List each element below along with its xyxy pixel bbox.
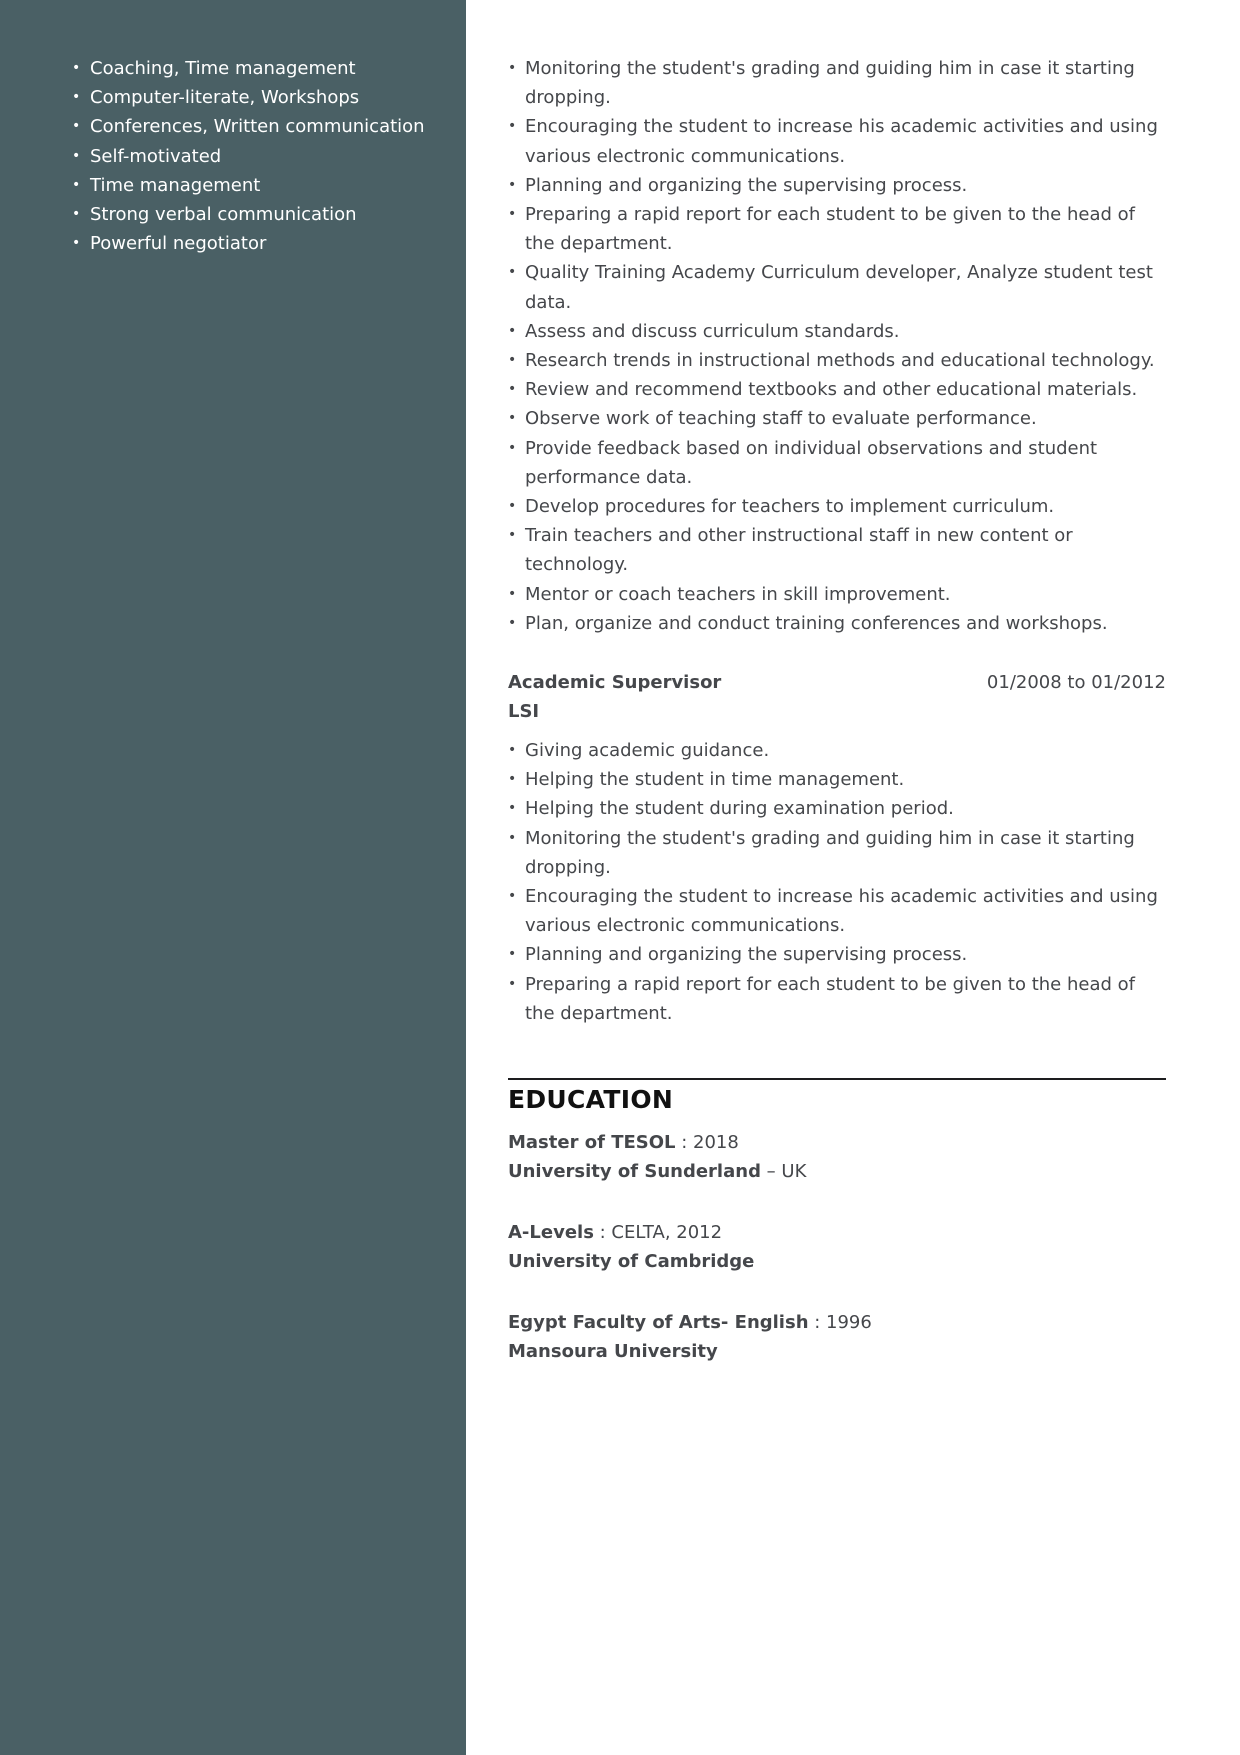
skill-item: • Coaching, Time management — [72, 54, 452, 83]
skill-item: • Computer-literate, Workshops — [72, 83, 452, 112]
skills-list — [72, 54, 452, 258]
job-bullet: • Helping the student in time management. — [508, 765, 1166, 794]
experience-bullet: • Assess and discuss curriculum standards. — [508, 317, 1166, 346]
education-degree-line — [508, 1218, 1166, 1247]
experience-bullet: • Planning and organizing the supervising process. — [508, 171, 1166, 200]
skill-item: • Strong verbal communication — [72, 200, 452, 229]
education-school-line — [508, 1157, 1166, 1186]
experience-bullet: • Train teachers and other instructional staff in new content or technology. — [508, 521, 1166, 579]
skill-item: • Conferences, Written communication — [72, 112, 452, 141]
job-bullet: • Planning and organizing the supervising process. — [508, 940, 1166, 969]
education-entry — [508, 1308, 1166, 1366]
education-degree: Master of TESOL — [508, 1132, 676, 1153]
experience-bullet: • Preparing a rapid report for each student to be given to the head of the department. — [508, 200, 1166, 258]
education-detail: : 1996 — [808, 1312, 872, 1333]
experience-bullet: • Mentor or coach teachers in skill improvement. — [508, 580, 1166, 609]
job-title: Academic Supervisor — [508, 672, 722, 693]
experience-continued-list — [508, 54, 1166, 638]
job-bullet: • Giving academic guidance. — [508, 736, 1166, 765]
experience-bullet: • Plan, organize and conduct training conferences and workshops. — [508, 609, 1166, 638]
job-dates: 01/2008 to 01/2012 — [986, 672, 1166, 693]
experience-bullet: • Monitoring the student's grading and guiding him in case it starting dropping. — [508, 54, 1166, 112]
sidebar — [0, 0, 466, 1755]
education-school: Mansoura University — [508, 1341, 718, 1363]
experience-bullet: • Research trends in instructional methods and educational technology. — [508, 346, 1166, 375]
education-school-line — [508, 1247, 1166, 1276]
education-school: University of Cambridge — [508, 1251, 755, 1273]
job-bullet: • Encouraging the student to increase his academic activities and using various electronic communications. — [508, 882, 1166, 940]
job-company: LSI — [508, 701, 540, 722]
education-entry — [508, 1128, 1166, 1186]
experience-bullet: • Review and recommend textbooks and other educational materials. — [508, 375, 1166, 404]
education-entry — [508, 1218, 1166, 1276]
education-degree-line — [508, 1128, 1166, 1157]
experience-bullet: • Observe work of teaching staff to evaluate performance. — [508, 404, 1166, 433]
job-bullet: • Monitoring the student's grading and guiding him in case it starting dropping. — [508, 824, 1166, 882]
experience-bullet: • Quality Training Academy Curriculum developer, Analyze student test data. — [508, 258, 1166, 316]
education-location: – UK — [760, 1161, 807, 1183]
experience-bullet: • Encouraging the student to increase his academic activities and using various electronic communications. — [508, 112, 1166, 170]
education-school-line — [508, 1337, 1166, 1366]
education-school: University of Sunderland — [508, 1161, 761, 1183]
education-detail: : 2018 — [675, 1132, 739, 1153]
skill-item: • Time management — [72, 171, 452, 200]
job-header — [508, 668, 1166, 728]
experience-bullet: • Develop procedures for teachers to implement curriculum. — [508, 492, 1166, 521]
education-degree-line — [508, 1308, 1166, 1337]
skill-item: • Self-motivated — [72, 142, 452, 171]
job-bullet: • Preparing a rapid report for each student to be given to the head of the department. — [508, 970, 1166, 1028]
section-divider — [508, 1078, 1166, 1080]
job-bullet-list — [508, 736, 1166, 1028]
job-bullet: • Helping the student during examination period. — [508, 794, 1166, 823]
education-degree: A-Levels — [508, 1222, 594, 1243]
education-detail: : CELTA, 2012 — [593, 1222, 723, 1243]
education-degree: Egypt Faculty of Arts- English — [508, 1312, 809, 1333]
skill-item: • Powerful negotiator — [72, 229, 452, 258]
education-heading: EDUCATION — [508, 1085, 674, 1114]
experience-bullet: • Provide feedback based on individual observations and student performance data. — [508, 434, 1166, 492]
